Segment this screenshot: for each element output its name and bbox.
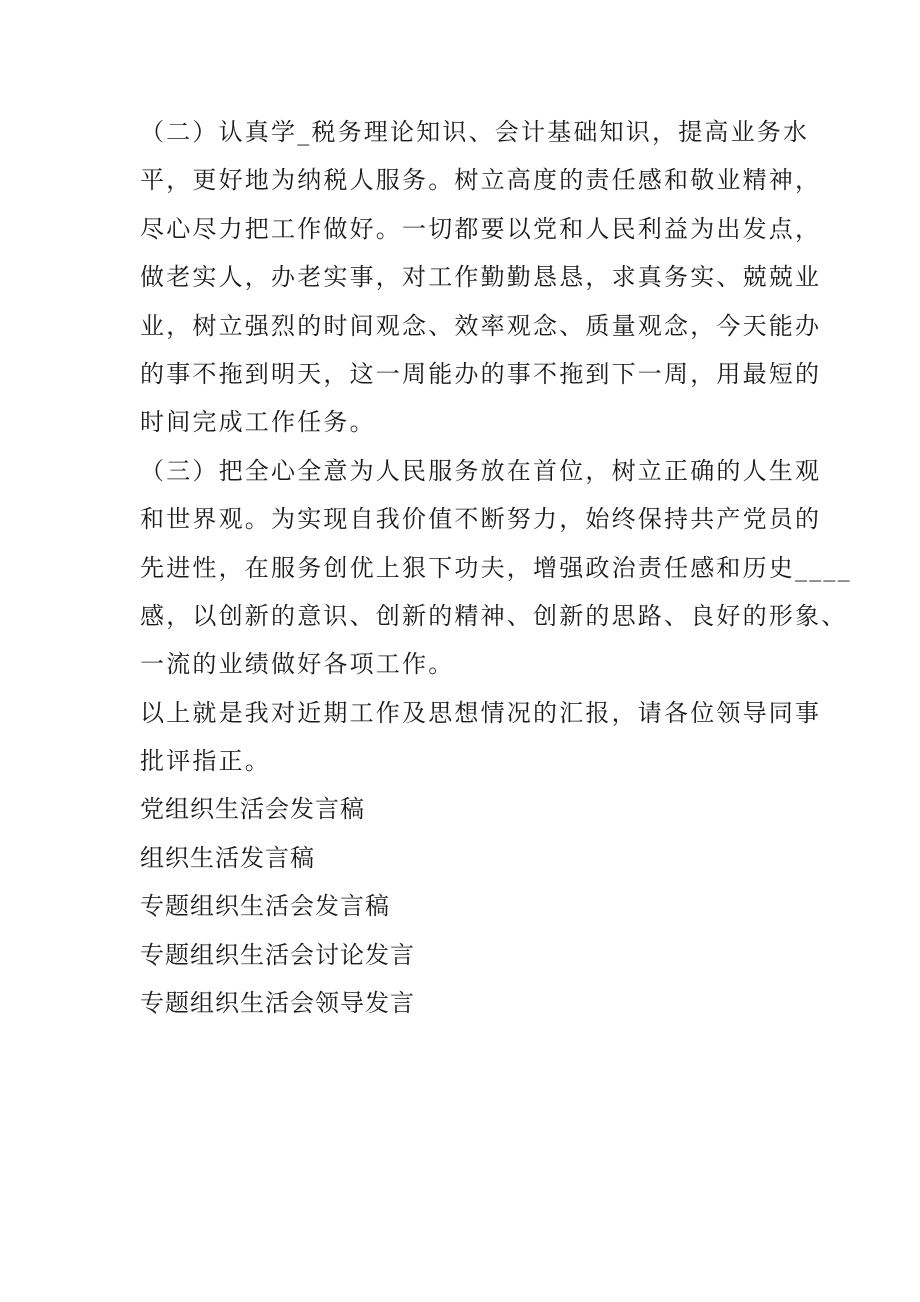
text-line: 批评指正。 [140, 747, 271, 776]
paragraph-two [140, 108, 822, 447]
related-title: 专题组织生活会讨论发言 [140, 940, 415, 969]
text-line: 感，以创新的意识、创新的精神、创新的思路、良好的形象、 [140, 601, 848, 630]
text-line: （三）把全心全意为人民服务放在首位，树立正确的人生观 [140, 456, 822, 485]
text-line: 先进性，在服务创优上狠下功夫，增强政治责任感和历史____ [140, 553, 852, 582]
text-line: （二）认真学_税务理论知识、会计基础知识，提高业务水 [140, 118, 810, 146]
closing-paragraph [140, 689, 822, 786]
text-line: 做老实人，办老实事，对工作勤勤恳恳，求真务实、兢兢业 [140, 263, 822, 292]
related-title: 组织生活发言稿 [140, 843, 315, 872]
text-line: 一流的业绩做好各项工作。 [140, 650, 455, 679]
text-line: 和世界观。为实现自我价值不断努力，始终保持共产党员的 [140, 505, 822, 534]
related-title: 党组织生活会发言稿 [140, 795, 365, 824]
text-line: 尽心尽力把工作做好。一切都要以党和人民利益为出发点， [140, 214, 822, 243]
text-line: 的事不拖到明天，这一周能办的事不拖到下一周，用最短的 [140, 359, 822, 388]
document-body [140, 108, 852, 1027]
text-line: 时间完成工作任务。 [140, 408, 376, 437]
related-title: 专题组织生活会领导发言 [140, 989, 415, 1018]
related-titles-list [140, 785, 800, 1027]
text-line: 业，树立强烈的时间观念、效率观念、质量观念，今天能办 [140, 311, 822, 340]
text-line: 以上就是我对近期工作及思想情况的汇报，请各位领导同事 [140, 698, 822, 727]
text-line: 平，更好地为纳税人服务。树立高度的责任感和敬业精神， [140, 166, 822, 195]
related-title: 专题组织生活会发言稿 [140, 892, 390, 921]
paragraph-three [140, 447, 852, 689]
